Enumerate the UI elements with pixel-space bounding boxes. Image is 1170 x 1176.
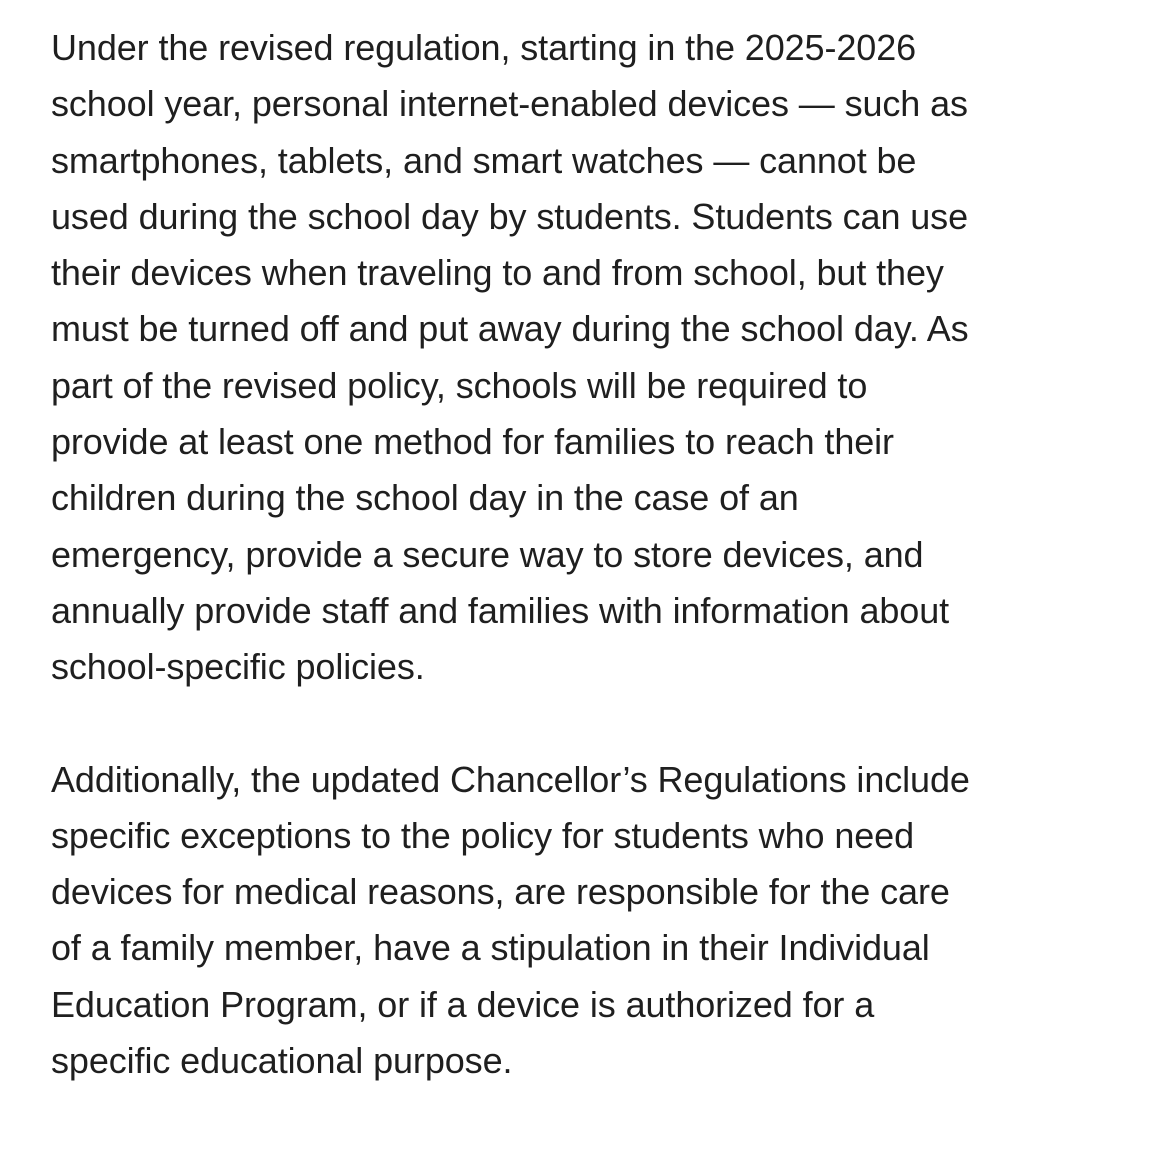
text-line: provide at least one method for families to reach their xyxy=(51,421,894,463)
text-line: part of the revised policy, schools will be required to xyxy=(51,364,868,406)
text-line: emergency, provide a secure way to store devices, and xyxy=(51,533,924,575)
text-line: of a family member, have a stipulation in their Individual xyxy=(51,927,930,969)
text-line: Education Program, or if a device is authorized for a xyxy=(51,983,875,1025)
text-line: Under the revised regulation, starting in the 2025-2026 xyxy=(51,27,917,68)
text-line: smartphones, tablets, and smart watches — cannot be xyxy=(51,139,917,181)
text-line: annually provide staff and families with information about xyxy=(51,589,950,631)
text-line: Additionally, the updated Chancellor’s Regulations include xyxy=(51,758,970,800)
text-line: specific exceptions to the policy for students who need xyxy=(51,814,915,856)
text-line: specific educational purpose. xyxy=(51,1040,513,1082)
text-line: school-specific policies. xyxy=(51,646,425,688)
text-line: school year, personal internet-enabled devices — such as xyxy=(51,83,968,125)
text-line: used during the school day by students. Students can use xyxy=(51,195,969,237)
text-line: their devices when traveling to and from school, but they xyxy=(51,252,944,294)
paragraph-exceptions xyxy=(51,752,1141,1090)
text-line: children during the school day in the case of an xyxy=(51,477,799,519)
text-line: devices for medical reasons, are responsible for the care xyxy=(51,871,950,913)
paragraph-regulation xyxy=(51,20,1141,696)
text-line: must be turned off and put away during the school day. As xyxy=(51,308,969,350)
document-body xyxy=(51,20,1141,1089)
